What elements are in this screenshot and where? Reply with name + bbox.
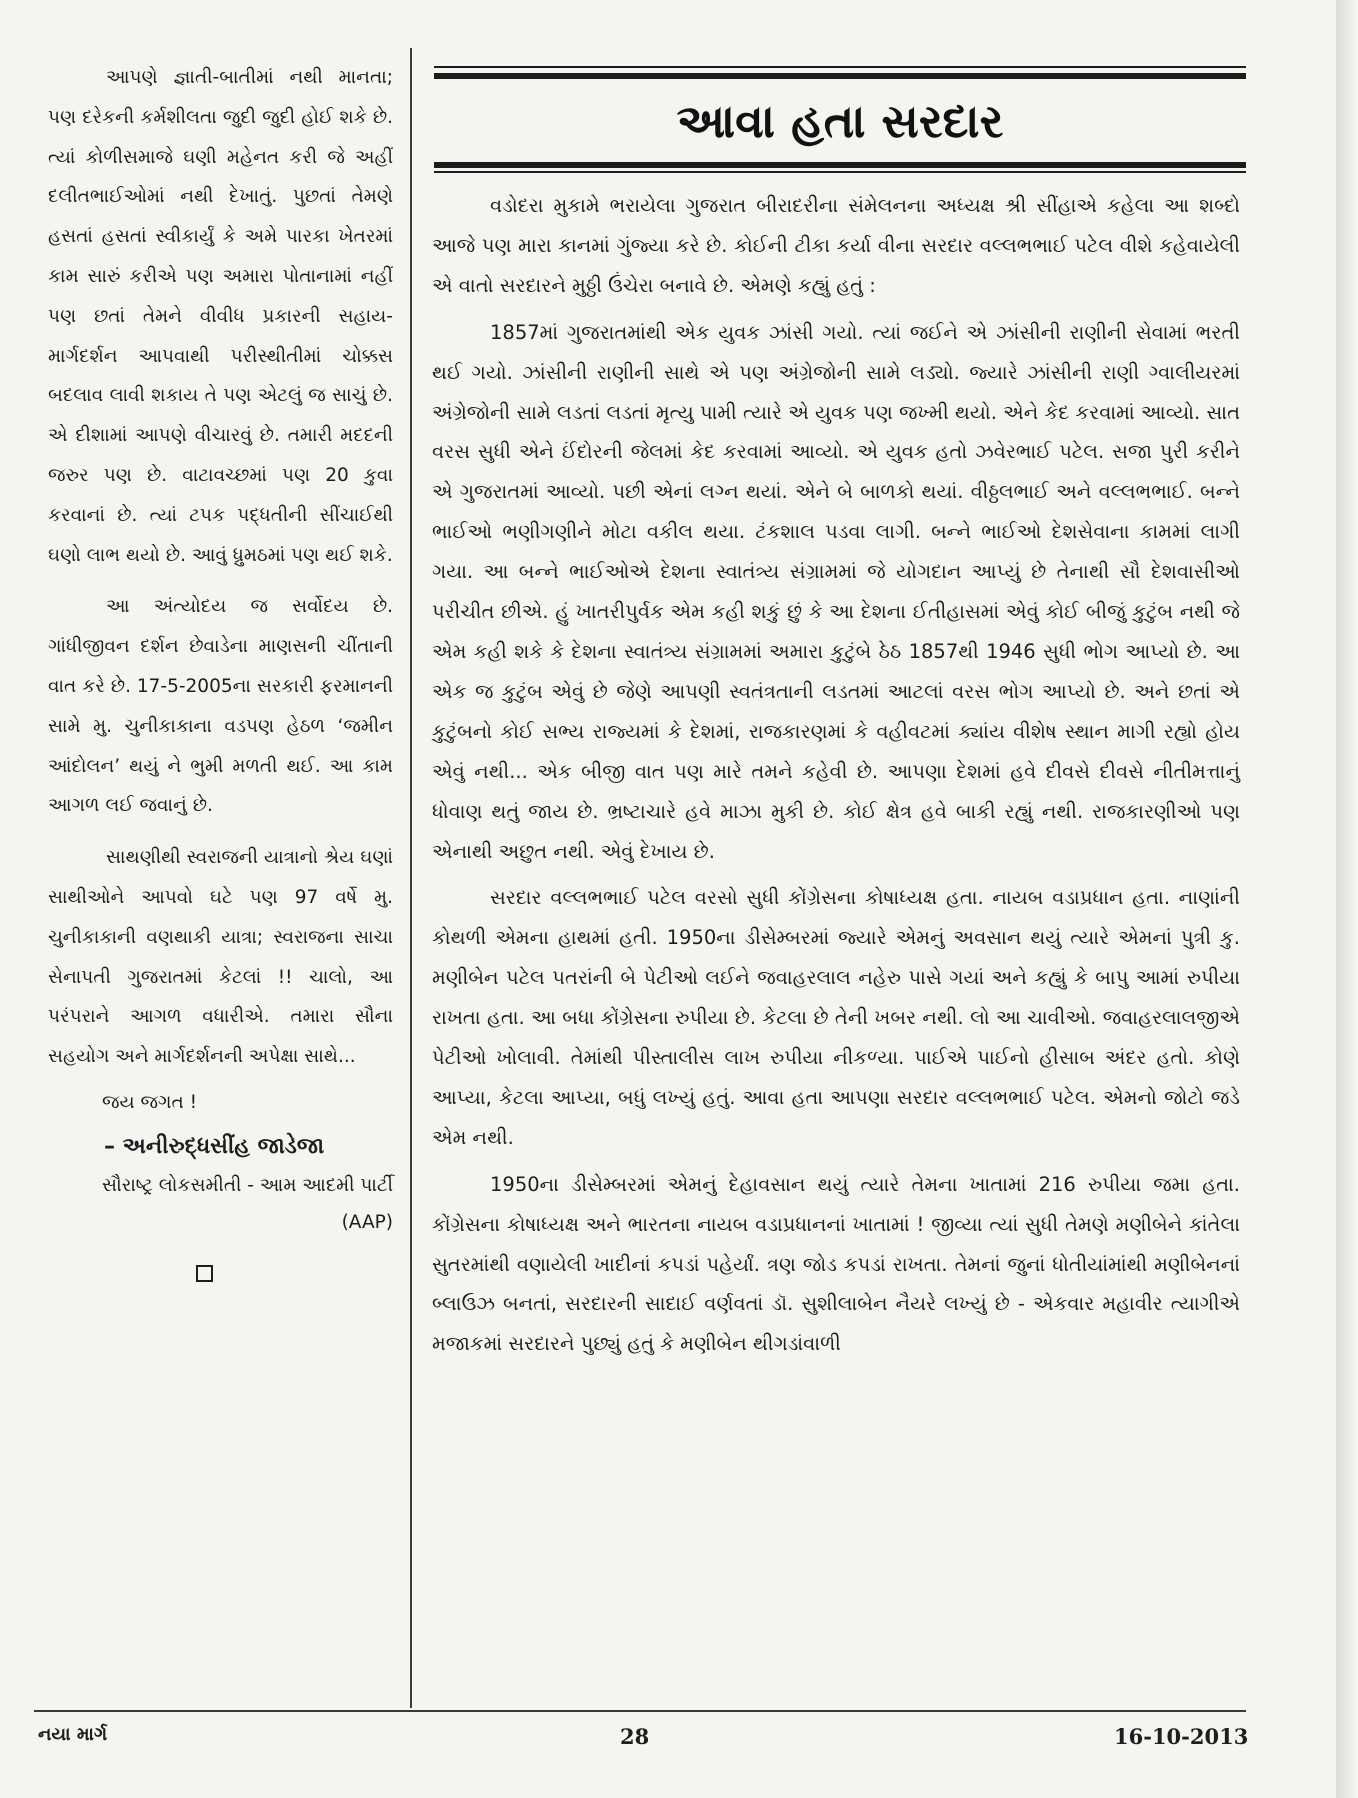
author-affiliation: સૌરાષ્ટ્ર લોકસમીતી - આમ આદમી પાર્ટી (AAP) (102, 1174, 393, 1233)
header-rule-bottom-thick (434, 162, 1246, 168)
article-paragraph-1: વડોદરા મુકામે ભરાયેલા ગુજરાત બીરાદરીના સંમેલનના અધ્યક્ષ શ્રી સીંહાએ કહેલા આ શબ્દો આજે પણ મારા કાનમાં ગુંજ્યા કરે છે. કોઈની ટીકા કર્યા વીના સરદાર વલ્લભભાઈ પટેલ વીશે કહેવાયેલી એ વાતો સરદારને મુઠ્ઠી ઉંચેરા બનાવે છે. એમણે કહ્યું હતું : (432, 194, 1240, 297)
end-of-article-box-icon (196, 1265, 213, 1282)
issue-date: 16-10-2013 (1114, 1724, 1249, 1749)
header-rule-bottom-thin (434, 171, 1246, 173)
left-paragraph-3: સાથણીથી સ્વરાજની યાત્રાનો શ્રેય ઘણાં સાથીઓને આપવો ઘટે પણ 97 વર્ષે મુ. ચુનીકાકાની વણથાકી યાત્રા; સ્વરાજના સાચા સેનાપતી ગુજરાતમાં કેટલાં !! ચાલો, આ પરંપરાને આગળ વધારીએ. તમારા સૌના સહયોગ અને માર્ગદર્શનની અપેક્ષા સાથે... (48, 847, 393, 1068)
left-column (48, 58, 393, 1282)
left-paragraph-1: આપણે જ્ઞાતી-બાતીમાં નથી માનતા; પણ દરેકની કર્મશીલતા જુદી જુદી હોઈ શકે છે. ત્યાં કોળીસમાજે ઘણી મહેનત કરી જે અહીં દલીતભાઈઓમાં નથી દેખાતું. પુછતાં તેમણે હસતાં હસતાં સ્વીકાર્યું કે અમે પારકા ખેતરમાં કામ સારું કરીએ પણ અમારા પોતાનામાં નહીં પણ છતાં તેમને વીવીધ પ્રકારની સહાય-માર્ગદર્શન આપવાથી પરીસ્થીતીમાં ચોક્કસ બદલાવ લાવી શકાય તે પણ એટલું જ સાચું છે. એ દીશામાં આપણે વીચારવું છે. તમારી મદદની જરુર પણ છે. વાટાવચ્છમાં પણ 20 કુવા કરવાનાં છે. ત્યાં ટપક પદ્ધતીની સીંચાઈથી ઘણો લાભ થયો છે. આવું ધ્રુમઠમાં પણ થઈ શકે. (48, 67, 393, 566)
article-title: આવા હતા સરદાર (676, 94, 1004, 148)
article-paragraph-2: 1857માં ગુજરાતમાંથી એક યુવક ઝાંસી ગયો. ત્યાં જઈને એ ઝાંસીની રાણીની સેવામાં ભરતી થઈ ગયો. ઝાંસીની રાણીની સાથે એ પણ અંગ્રેજોની સામે લડ્યો. જ્યારે ઝાંસીની રાણી ગ્વાલીયરમાં અંગ્રેજોની સામે લડતાં લડતાં મૃત્યુ પામી ત્યારે એ યુવક પણ જખ્મી થયો. એને કેદ કરવામાં આવ્યો. સાત વરસ સુધી એને ઈંદોરની જેલમાં કેદ કરવામાં આવ્યો. એ યુવક હતો ઝવેરભાઈ પટેલ. સજા પુરી કરીને એ ગુજરાતમાં આવ્યો. પછી એનાં લગ્ન થયાં. એને બે બાળકો થયાં. વીઠ્ઠલભાઈ અને વલ્લભભાઈ. બન્ને ભાઈઓ ભણીગણીને મોટા વકીલ થયા. ટંકશાલ પડવા લાગી. બન્ને ભાઈઓ દેશસેવાના કામમાં લાગી ગયા. આ બન્ને ભાઈઓએ દેશના સ્વાતંત્ર્ય સંગ્રામમાં જે યોગદાન આપ્યું છે તેનાથી સૌ દેશવાસીઓ પરીચીત છીએ. હું ખાતરીપુર્વક એમ કહી શકું છું કે આ દેશના ઈતીહાસમાં એવું કોઈ બીજું કુટુંબ નથી જે એમ કહી શકે કે દેશના સ્વાતંત્ર્ય સંગ્રામમાં અમારા કુટુંબે ઠેઠ 1857થી 1946 સુધી ભોગ આપ્યો છે. આ એક જ કુટુંબ એવું છે જેણે આપણી સ્વતંત્રતાની લડતમાં આટલાં વરસ ભોગ આપ્યો છે. અને છતાં એ કુટુંબનો કોઈ સભ્ય રાજ્યમાં કે દેશમાં, રાજકારણમાં કે વહીવટમાં ક્યાંય વીશેષ સ્થાન માગી રહ્યો હોય એવું નથી... એક બીજી વાત પણ મારે તમને કહેવી છે. આપણા દેશમાં હવે દીવસે દીવસે નીતીમત્તાનું ધોવાણ થતું જાય છે. ભ્રષ્ટાચારે હવે માઝા મુકી છે. કોઈ ક્ષેત્ર હવે બાકી રહ્યું નથી. રાજકારણીઓ પણ એનાથી અછુત નથી. એવું દેખાય છે. (432, 320, 1240, 863)
header-rule-top-thick (434, 73, 1246, 79)
page-number: 28 (620, 1724, 650, 1749)
header-rule-top-thin (434, 66, 1246, 68)
page-edge (1336, 0, 1358, 1798)
publication-name: નયા માર્ગ (38, 1724, 108, 1745)
author-name: – અનીરુદ્ધસીંહ જાડેજા (104, 1133, 325, 1159)
footer-divider (34, 1710, 1246, 1712)
signoff: જય જગત ! (102, 1091, 198, 1113)
article-paragraph-4: 1950ના ડીસેમ્બરમાં એમનું દેહાવસાન થયું ત્યારે તેમના ખાતામાં 216 રુપીયા જમા હતા. કોંગ્રેસના કોષાધ્યક્ષ અને ભારતના નાયબ વડાપ્રધાનનાં ખાતામાં ! જીવ્યા ત્યાં સુધી તેમણે મણીબેને કાંતેલા સુતરમાંથી વણાયેલી ખાદીનાં કપડાં પહેર્યાં. ત્રણ જોડ કપડાં રાખતા. તેમનાં જુનાં ધોતીયાંમાંથી મણીબેનનાં બ્લાઉઝ બનતાં, સરદારની સાદાઈ વર્ણવતાં ડૉ. સુશીલાબેન નૈયરે લખ્યું છે - એકવાર મહાવીર ત્યાગીએ મજાકમાં સરદારને પુછ્યું હતું કે મણીબેન થીગડાંવાળી (432, 1172, 1240, 1356)
article-body (432, 186, 1240, 1364)
article-header (434, 66, 1246, 178)
left-paragraph-2: આ અંત્યોદય જ સર્વોદય છે. ગાંધીજીવન દર્શન છેવાડેના માણસની ચીંતાની વાત કરે છે. 17-5-2005ના સરકારી ફરમાનની સામે મુ. ચુનીકાકાના વડપણ હેઠળ ‘જમીન આંદોલન’ થયું ને ભુમી મળતી થઈ. આ કામ આગળ લઈ જવાનું છે. (48, 596, 393, 817)
article-paragraph-3: સરદાર વલ્લભભાઈ પટેલ વરસો સુધી કોંગ્રેસના કોષાધ્યક્ષ હતા. નાયબ વડાપ્રધાન હતા. નાણાંની કોથળી એમના હાથમાં હતી. 1950ના ડીસેમ્બરમાં જ્યારે એમનું અવસાન થયું ત્યારે એમનાં પુત્રી કુ. મણીબેન પટેલ પતરાંની બે પેટીઓ લઈને જવાહરલાલ નહેરુ પાસે ગયાં અને કહ્યું કે બાપુ આમાં રુપીયા રાખતા હતા. આ બધા કોંગ્રેસના રુપીયા છે. કેટલા છે તેની ખબર નથી. લો આ ચાવીઓ. જવાહરલાલજીએ પેટીઓ ખોલાવી. તેમાંથી પીસ્તાલીસ લાખ રુપીયા નીકળ્યા. પાઈએ પાઈનો હીસાબ અંદર હતો. કોણે આપ્યા, કેટલા આપ્યા, બધું લખ્યું હતું. આવા હતા આપણા સરદાર વલ્લભભાઈ પટેલ. એમનો જોટો જડે એમ નથી. (432, 886, 1240, 1149)
column-divider (410, 48, 412, 1708)
